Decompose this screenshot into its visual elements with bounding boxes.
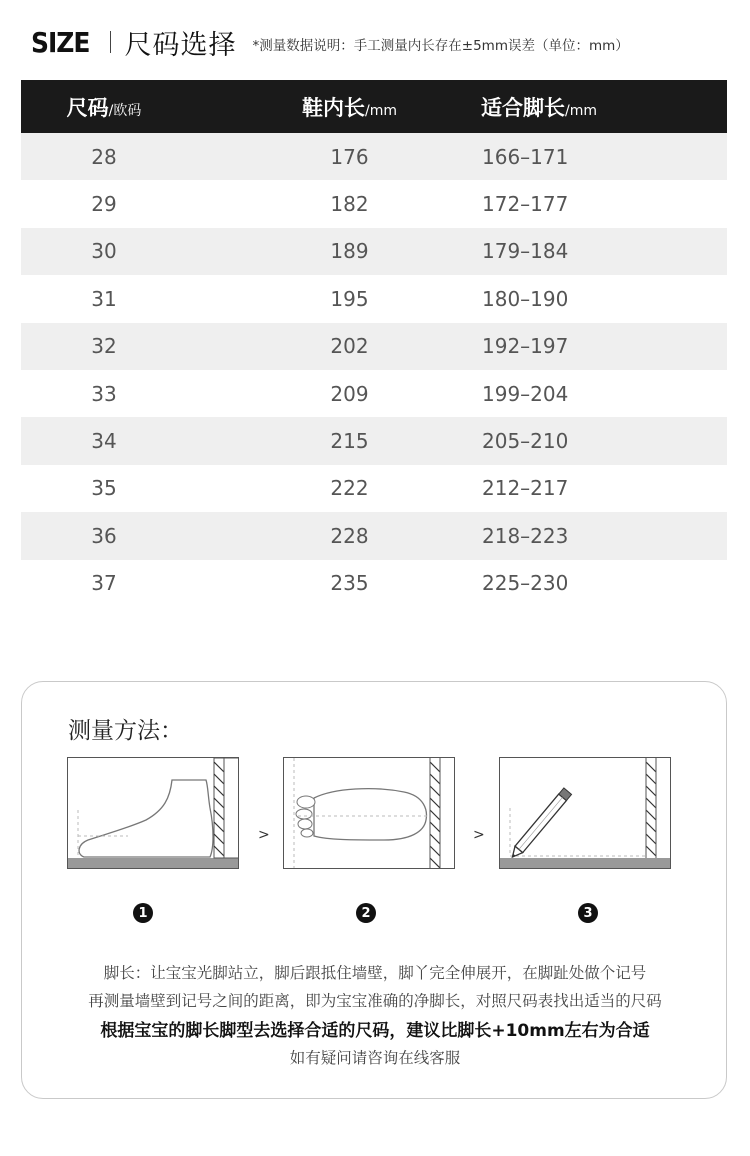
pencil-mark-icon [500, 758, 671, 869]
size-cell: 29 [91, 192, 117, 217]
col-foot-length-label: 适合脚长 [481, 95, 565, 120]
inner-length-cell: 195 [330, 286, 369, 311]
measure-panel [21, 681, 727, 1099]
size-cell: 32 [91, 334, 117, 359]
table-body [21, 133, 727, 607]
step-3-badge: 3 [578, 903, 598, 923]
foot-side-icon [68, 758, 239, 869]
size-cell: 33 [91, 381, 117, 406]
step-2-badge: 2 [356, 903, 376, 923]
step-1-illustration [67, 757, 239, 869]
size-word: SIZE [31, 26, 90, 58]
foot-length-cell: 172–177 [482, 192, 569, 217]
col-inner-length-label: 鞋内长 [302, 95, 365, 120]
foot-length-cell: 180–190 [482, 286, 569, 311]
step-2-illustration [283, 757, 455, 869]
foot-length-cell: 192–197 [482, 334, 569, 359]
inner-length-cell: 189 [330, 239, 369, 264]
inner-length-cell: 209 [330, 381, 369, 406]
page-title: 尺码选择 [124, 29, 237, 61]
table-row [21, 133, 727, 180]
desc-contact: 如有疑问请咨询在线客服 [289, 1049, 461, 1067]
desc-recommendation: 根据宝宝的脚长脚型去选择合适的尺码，建议比脚长+10mm左右为合适 [100, 1021, 650, 1041]
measurement-note: *测量数据说明：手工测量内长存在±5mm误差（单位：mm） [252, 38, 629, 54]
inner-length-cell: 228 [330, 523, 369, 548]
foot-length-cell: 212–217 [482, 476, 569, 501]
size-cell: 30 [91, 239, 117, 264]
desc-line-2: 再测量墙壁到记号之间的距离，即为宝宝准确的净脚长，对照尺码表找出适当的尺码 [88, 992, 662, 1010]
step-3-illustration [499, 757, 671, 869]
foot-length-cell: 218–223 [482, 523, 569, 548]
foot-length-cell: 199–204 [482, 381, 569, 406]
header-divider [110, 31, 111, 53]
col-size-label: 尺码 [66, 95, 109, 120]
col-foot-length-unit: /mm [565, 102, 597, 119]
col-inner-length-unit: /mm [365, 102, 397, 119]
foot-top-icon [284, 758, 455, 869]
table-row [21, 275, 727, 322]
inner-length-cell: 182 [330, 192, 369, 217]
size-cell: 34 [91, 429, 117, 454]
inner-length-cell: 176 [330, 144, 369, 169]
arrow-1: > [258, 827, 270, 843]
foot-length-cell: 205–210 [482, 429, 569, 454]
table-row [21, 370, 727, 417]
col-foot-length-header [481, 92, 696, 122]
table-row [21, 560, 727, 607]
table-row [21, 465, 727, 512]
table-row [21, 512, 727, 559]
size-cell: 28 [91, 144, 117, 169]
size-table [21, 80, 727, 607]
arrow-2: > [473, 827, 485, 843]
col-size-header [21, 92, 187, 122]
size-cell: 36 [91, 523, 117, 548]
size-cell: 31 [91, 286, 117, 311]
size-cell: 37 [91, 571, 117, 596]
page-header [31, 22, 629, 62]
size-cell: 35 [91, 476, 117, 501]
step-1-badge: 1 [133, 903, 153, 923]
inner-length-cell: 215 [330, 429, 369, 454]
measure-title: 测量方法： [68, 718, 183, 744]
table-row [21, 180, 727, 227]
table-row [21, 323, 727, 370]
col-size-unit: /欧码 [108, 102, 142, 119]
foot-length-cell: 225–230 [482, 571, 569, 596]
col-inner-length-header [187, 92, 512, 122]
table-header [21, 80, 727, 133]
table-row [21, 228, 727, 275]
inner-length-cell: 222 [330, 476, 369, 501]
foot-length-cell: 179–184 [482, 239, 569, 264]
foot-length-cell: 166–171 [482, 144, 569, 169]
inner-length-cell: 235 [330, 571, 369, 596]
inner-length-cell: 202 [330, 334, 369, 359]
desc-line-1: 脚长：让宝宝光脚站立，脚后跟抵住墙壁，脚丫完全伸展开，在脚趾处做个记号 [103, 964, 647, 982]
table-row [21, 417, 727, 464]
